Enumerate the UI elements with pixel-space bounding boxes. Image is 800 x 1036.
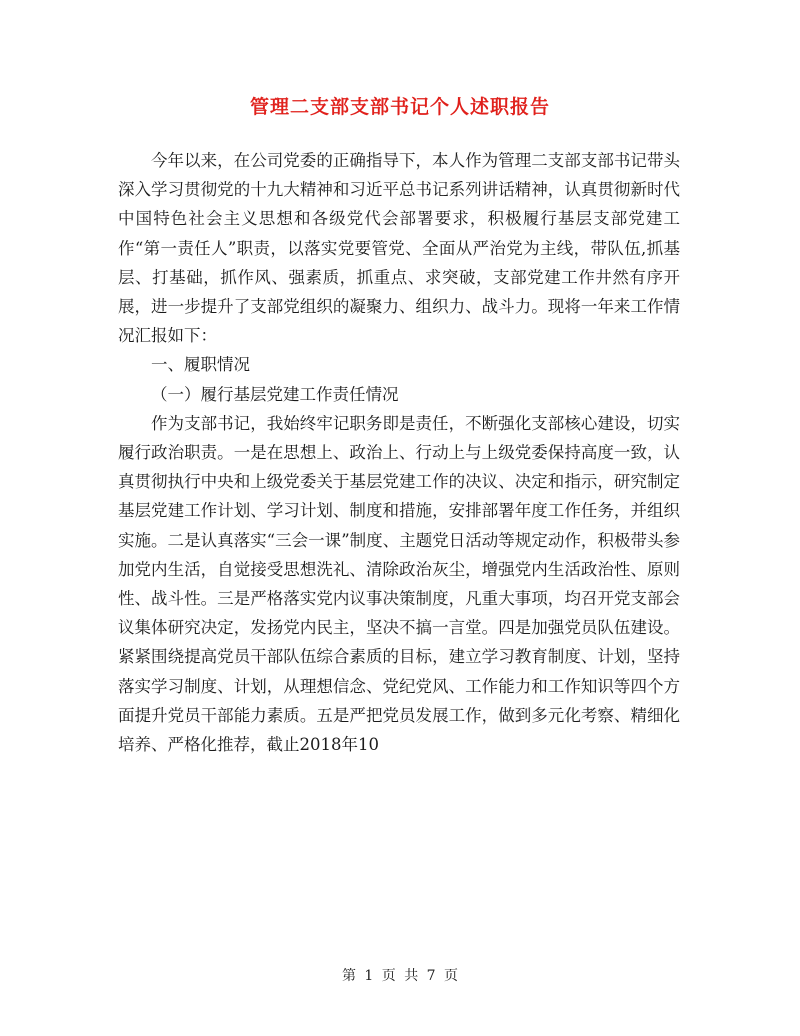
page-number: 第 1 页 共 7 页	[341, 968, 459, 984]
intro-paragraph: 今年以来，在公司党委的正确指导下，本人作为管理二支部支部书记带头深入学习贯彻党的十九大精神和习近平总书记系列讲话精神，认真贯彻新时代中国特色社会主义思想和各级党代会部署要求，积极履行基层支部党建工作“第一责任人”职责，以落实党要管党、全面从严治党为主线，带队伍,抓基层、打基础，抓作风、强素质，抓重点、求突破，支部党建工作井然有序开展，进一步提升了支部党组织的凝聚力、组织力、战斗力。现将一年来工作情况汇报如下：	[118, 151, 680, 346]
body-paragraph: 作为支部书记，我始终牢记职务即是责任，不断强化支部核心建设，切实履行政治职责。一是在思想上、政治上、行动上与上级党委保持高度一致，认真贯彻执行中央和上级党委关于基层党建工作的决议、决定和指示，研究制定基层党建工作计划、学习计划、制度和措施，安排部署年度工作任务，并组织实施。二是认真落实“三会一课”制度、主题党日活动等规定动作，积极带头参加党内生活，自觉接受思想洗礼、清除政治灰尘，增强党内生活政治性、原则性、战斗性。三是严格落实党内议事决策制度，凡重大事项，均召开党支部会议集体研究决定，发扬党内民主，坚决不搞一言堂。四是加强党员队伍建设。紧紧围绕提高党员干部队伍综合素质的目标，建立学习教育制度、计划，坚持落实学习制度、计划，从理想信念、党纪党风、工作能力和工作知识等四个方面提升党员干部能力素质。五是严把党员发展工作，做到多元化考察、精细化培养、严格化推荐，截止2018年10	[118, 413, 680, 755]
subsection-heading: （一）履行基层党建工作责任情况	[151, 384, 399, 404]
section-heading: 一、履职情况	[151, 355, 250, 375]
document-title: 管理二支部支部书记个人述职报告	[249, 96, 550, 118]
document-body	[118, 146, 680, 759]
